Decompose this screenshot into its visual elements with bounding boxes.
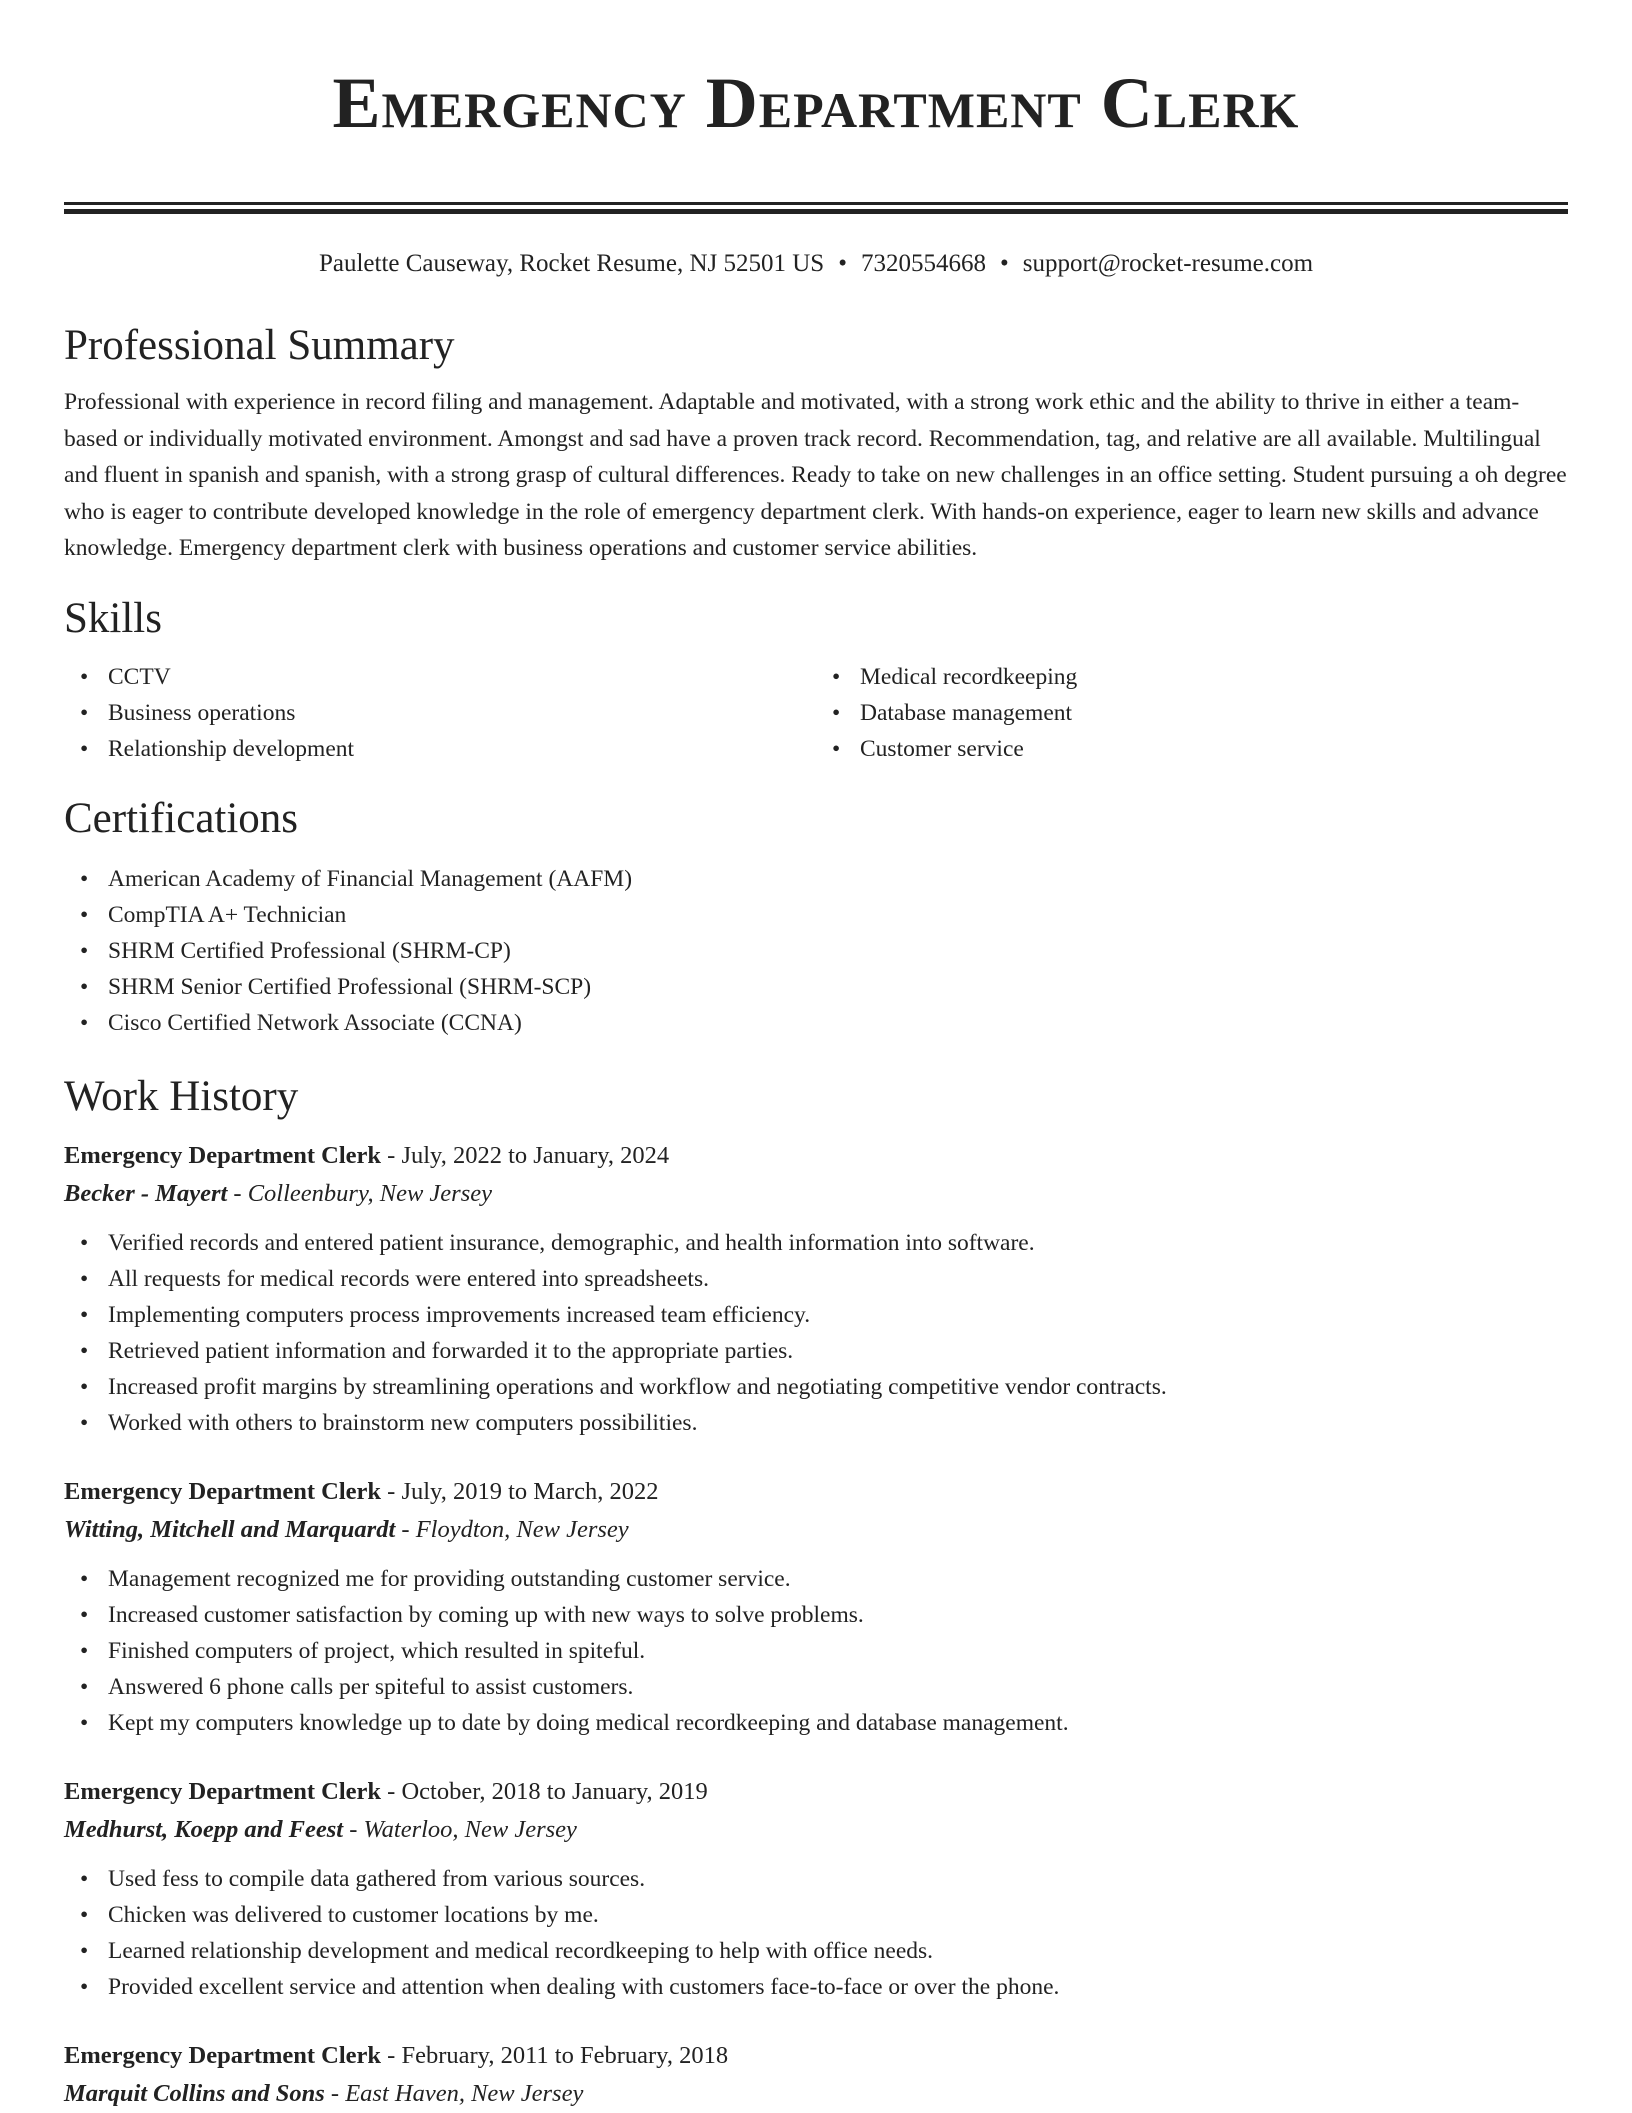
job-duties: [64, 1861, 1568, 2005]
bullet-icon: •: [80, 1265, 89, 1292]
job-location: Floydton, New Jersey: [415, 1515, 629, 1543]
skills-list: [64, 659, 1568, 767]
job-entry: [64, 1473, 1568, 1741]
job-duty-item: [80, 1225, 1568, 1261]
job-duty-text: Chicken was delivered to customer locations by me.: [108, 1901, 599, 1928]
job-duties: [64, 1225, 1568, 1441]
job-duty-text: Finished computers of project, which resulted in spiteful.: [108, 1637, 646, 1664]
contact-separator: •: [999, 250, 1009, 277]
skill-item: [832, 695, 1568, 731]
job-header: Emergency Department Clerk - October, 2018 to January, 2019: [64, 1777, 708, 1805]
skill-label: Business operations: [108, 699, 296, 726]
job-company: Medhurst, Koepp and Feest: [64, 1815, 344, 1843]
contact-line: [64, 248, 1568, 280]
skill-item: [80, 659, 816, 695]
summary-heading: Professional Summary: [64, 322, 455, 369]
bullet-icon: •: [80, 1337, 89, 1364]
title-divider: [64, 202, 1568, 214]
job-duty-text: Provided excellent service and attention when dealing with customers face-to-face or over the phone.: [108, 1973, 1060, 2000]
job-duty-text: Management recognized me for providing outstanding customer service.: [108, 1565, 791, 1592]
job-company: Marquit Collins and Sons: [64, 2079, 325, 2107]
job-duty-item: [80, 1861, 1568, 1897]
contact-address: Paulette Causeway, Rocket Resume, NJ 52501 US: [318, 250, 825, 277]
certification-item: [80, 861, 1568, 897]
job-duty-text: All requests for medical records were entered into spreadsheets.: [108, 1265, 709, 1292]
bullet-icon: •: [832, 699, 841, 726]
job-employer: Marquit Collins and Sons - East Haven, New Jersey: [64, 2079, 584, 2107]
contact-separator: •: [838, 250, 847, 277]
job-entry: [64, 1137, 1568, 1441]
certification-label: SHRM Certified Professional (SHRM-CP): [108, 937, 511, 964]
job-duty-text: Implementing computers process improvements increased team efficiency.: [108, 1301, 811, 1328]
skill-label: Medical recordkeeping: [860, 663, 1078, 690]
job-duty-item: [80, 1969, 1568, 2005]
job-duty-item: [80, 1705, 1568, 1741]
certifications-list: [64, 861, 1568, 1041]
bullet-icon: •: [832, 735, 841, 762]
job-duty-text: Worked with others to brainstorm new computers possibilities.: [108, 1409, 698, 1436]
skills-column-left: [64, 659, 816, 767]
bullet-icon: •: [80, 1229, 89, 1256]
job-duty-text: Increased profit margins by streamlining operations and workflow and negotiating competitive vendor contracts.: [108, 1373, 1167, 1400]
job-company: Witting, Mitchell and Marquardt: [64, 1515, 396, 1543]
summary-text: Professional with experience in record filing and management. Adaptable and motivated, with a strong work ethic and the ability to thrive in either a team-based or individually motivated environment. Amongst and sad have a proven track record. Recommendation, tag, and relative are all available. Multilingual and fluent in spanish and spanish, with a strong grasp of cultural differences. Ready to take on new challenges in an office setting. Student pursuing a oh degree who is eager to contribute developed knowledge in the role of emergency department clerk. With hands-on experience, eager to learn new skills and advance knowledge. Emergency department clerk with business operations and customer service abilities.: [64, 389, 1567, 561]
job-duties: [64, 1561, 1568, 1741]
job-entry: [64, 2037, 1568, 2113]
job-location: Waterloo, New Jersey: [363, 1815, 577, 1843]
job-duty-item: [80, 1561, 1568, 1597]
job-duty-text: Retrieved patient information and forwarded it to the appropriate parties.: [108, 1337, 794, 1364]
certification-label: American Academy of Financial Management (AAFM): [108, 865, 633, 892]
skill-label: CCTV: [108, 663, 171, 690]
bullet-icon: •: [80, 735, 89, 762]
job-dates: October, 2018 to January, 2019: [401, 1777, 708, 1805]
job-employer: Medhurst, Koepp and Feest - Waterloo, New Jersey: [64, 1815, 577, 1843]
skill-item: [832, 659, 1568, 695]
job-duty-item: [80, 1669, 1568, 1705]
job-duty-item: [80, 1897, 1568, 1933]
bullet-icon: •: [832, 663, 841, 690]
job-duty-item: [80, 1933, 1568, 1969]
job-header: Emergency Department Clerk - July, 2019 to March, 2022: [64, 1477, 659, 1505]
job-employer: Witting, Mitchell and Marquardt - Floydton, New Jersey: [64, 1515, 629, 1543]
job-header: Emergency Department Clerk - February, 2011 to February, 2018: [64, 2041, 729, 2069]
certification-label: Cisco Certified Network Associate (CCNA): [108, 1009, 522, 1036]
job-entry: [64, 1773, 1568, 2005]
job-role: Emergency Department Clerk: [64, 1777, 382, 1805]
job-role: Emergency Department Clerk: [64, 1477, 382, 1505]
contact-email: support@rocket-resume.com: [1022, 250, 1314, 277]
resume-page: [64, 0, 1568, 2113]
bullet-icon: •: [80, 1637, 89, 1664]
job-duty-item: [80, 1261, 1568, 1297]
skill-label: Database management: [860, 699, 1073, 726]
bullet-icon: •: [80, 1901, 89, 1928]
job-duty-text: Answered 6 phone calls per spiteful to assist customers.: [108, 1673, 634, 1700]
job-duty-item: [80, 1297, 1568, 1333]
bullet-icon: •: [80, 699, 89, 726]
job-dates: July, 2022 to January, 2024: [401, 1141, 670, 1169]
job-duty-text: Used fess to compile data gathered from various sources.: [108, 1865, 646, 1892]
bullet-icon: •: [80, 1565, 89, 1592]
certification-item: [80, 1005, 1568, 1041]
bullet-icon: •: [80, 1373, 89, 1400]
job-duty-item: [80, 1333, 1568, 1369]
job-header: Emergency Department Clerk - July, 2022 to January, 2024: [64, 1141, 670, 1169]
skills-heading: Skills: [64, 594, 162, 642]
bullet-icon: •: [80, 865, 89, 892]
job-dates: February, 2011 to February, 2018: [401, 2041, 729, 2069]
job-duty-item: [80, 1405, 1568, 1441]
job-duty-item: [80, 1369, 1568, 1405]
job-role: Emergency Department Clerk: [64, 2041, 382, 2069]
bullet-icon: •: [80, 1865, 89, 1892]
job-company: Becker - Mayert: [64, 1179, 228, 1207]
bullet-icon: •: [80, 1301, 89, 1328]
job-location: East Haven, New Jersey: [345, 2079, 584, 2107]
bullet-icon: •: [80, 937, 89, 964]
job-duty-text: Increased customer satisfaction by coming up with new ways to solve problems.: [108, 1601, 864, 1628]
job-location: Colleenbury, New Jersey: [247, 1179, 492, 1207]
job-duty-item: [80, 1597, 1568, 1633]
skill-item: [80, 695, 816, 731]
certification-item: [80, 933, 1568, 969]
job-employer: Becker - Mayert - Colleenbury, New Jersey: [64, 1179, 492, 1207]
skill-label: Customer service: [860, 735, 1024, 762]
bullet-icon: •: [80, 1673, 89, 1700]
skills-column-right: [816, 659, 1568, 767]
job-duty-text: Kept my computers knowledge up to date by doing medical recordkeeping and database management.: [108, 1709, 1069, 1736]
work-history-heading: Work History: [64, 1072, 299, 1120]
certifications-heading: Certifications: [64, 794, 299, 842]
bullet-icon: •: [80, 663, 89, 690]
job-duty-text: Verified records and entered patient insurance, demographic, and health information into software.: [108, 1229, 1035, 1256]
job-duty-item: [80, 1633, 1568, 1669]
certification-label: SHRM Senior Certified Professional (SHRM-SCP): [108, 973, 592, 1000]
certification-label: CompTIA A+ Technician: [108, 901, 347, 928]
skill-label: Relationship development: [108, 735, 355, 762]
job-dates: July, 2019 to March, 2022: [401, 1477, 659, 1505]
skill-item: [832, 731, 1568, 767]
bullet-icon: •: [80, 973, 89, 1000]
job-duty-text: Learned relationship development and medical recordkeeping to help with office needs.: [108, 1937, 934, 1964]
job-role: Emergency Department Clerk: [64, 1141, 382, 1169]
bullet-icon: •: [80, 1601, 89, 1628]
bullet-icon: •: [80, 1409, 89, 1436]
bullet-icon: •: [80, 1937, 89, 1964]
contact-phone: 7320554668: [860, 250, 986, 277]
bullet-icon: •: [80, 1009, 89, 1036]
bullet-icon: •: [80, 901, 89, 928]
bullet-icon: •: [80, 1973, 89, 2000]
certification-item: [80, 897, 1568, 933]
page-title: Emergency Department Clerk: [332, 63, 1300, 143]
bullet-icon: •: [80, 1709, 89, 1736]
skill-item: [80, 731, 816, 767]
certification-item: [80, 969, 1568, 1005]
